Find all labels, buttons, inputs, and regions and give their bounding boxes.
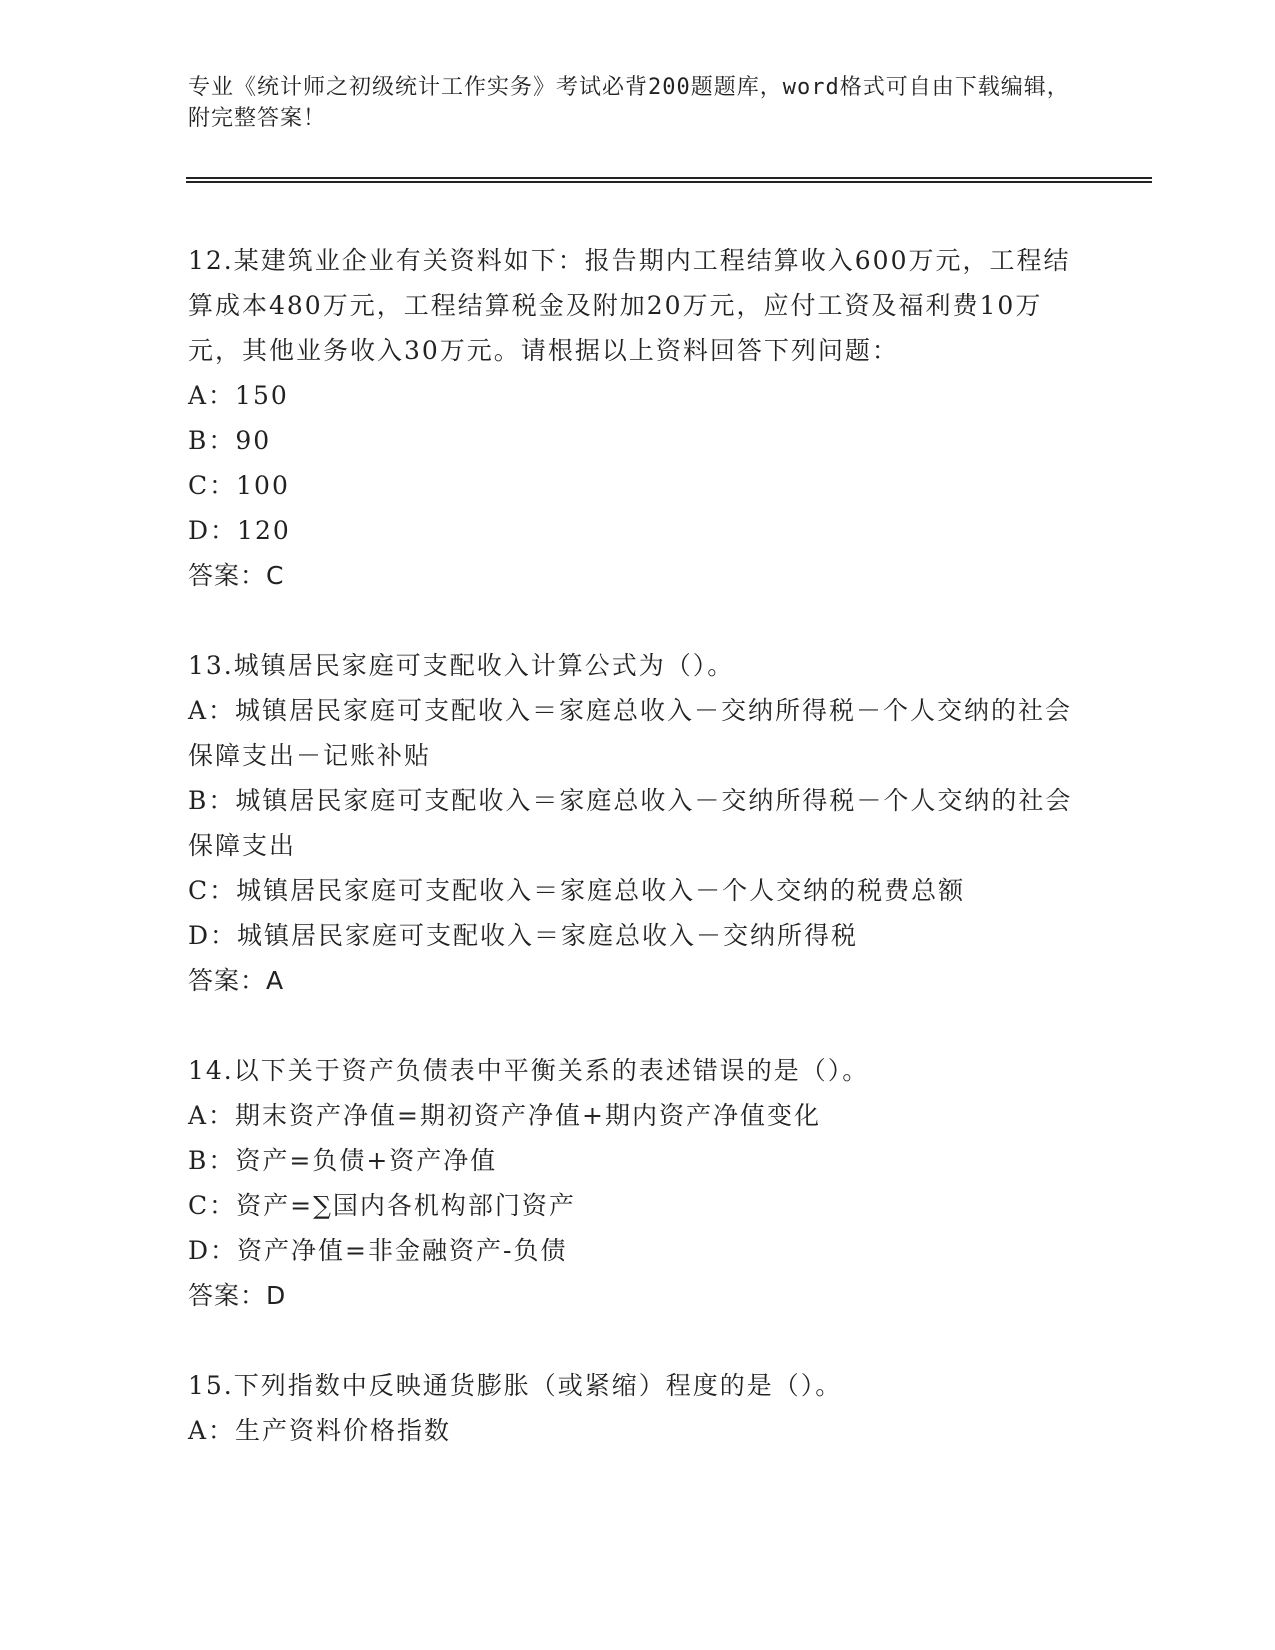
- option-b: B：资产=负债+资产净值: [188, 1146, 498, 1175]
- question-14: [188, 1048, 1088, 1318]
- option-c: C：资产=∑国内各机构部门资产: [188, 1191, 576, 1220]
- question-15: [188, 1363, 1088, 1453]
- document-header: [188, 72, 1088, 134]
- option-d: D：资产净值=非金融资产-负债: [188, 1236, 568, 1265]
- header-text: 专业《统计师之初级统计工作实务》考试必背200题题库，word格式可自由下载编辑，附完整答案！: [188, 75, 1070, 131]
- question-stem: 14.以下关于资产负债表中平衡关系的表述错误的是（）。: [188, 1056, 870, 1085]
- option-b: B：90: [188, 426, 272, 455]
- option-b: B：城镇居民家庭可支配收入＝家庭总收入－交纳所得税－个人交纳的社会保障支出: [188, 786, 1073, 860]
- option-a: A：期末资产净值=期初资产净值+期内资产净值变化: [188, 1101, 821, 1130]
- option-c: C：城镇居民家庭可支配收入＝家庭总收入－个人交纳的税费总额: [188, 876, 966, 905]
- option-d: D：城镇居民家庭可支配收入＝家庭总收入－交纳所得税: [188, 921, 859, 950]
- answer-line: 答案：C: [188, 561, 285, 590]
- option-d: D：120: [188, 516, 291, 545]
- question-13: [188, 643, 1088, 1003]
- question-list: [188, 238, 1088, 1498]
- question-stem: 12.某建筑业企业有关资料如下：报告期内工程结算收入600万元，工程结算成本480万元，工程结算税金及附加20万元，应付工资及福利费10万元，其他业务收入30万元。请根据以上资料回答下列问题：: [188, 246, 1071, 365]
- answer-line: 答案：D: [188, 1281, 287, 1310]
- question-12: [188, 238, 1088, 598]
- option-a: A：生产资料价格指数: [188, 1416, 452, 1445]
- option-c: C：100: [188, 471, 290, 500]
- header-divider-top: [186, 177, 1152, 179]
- option-a: A：150: [188, 381, 289, 410]
- answer-line: 答案：A: [188, 966, 285, 995]
- question-stem: 13.城镇居民家庭可支配收入计算公式为（）。: [188, 651, 735, 680]
- question-stem: 15.下列指数中反映通货膨胀（或紧缩）程度的是（）。: [188, 1371, 843, 1400]
- header-divider-bottom: [186, 181, 1152, 183]
- option-a: A：城镇居民家庭可支配收入＝家庭总收入－交纳所得税－个人交纳的社会保障支出－记账补贴: [188, 696, 1073, 770]
